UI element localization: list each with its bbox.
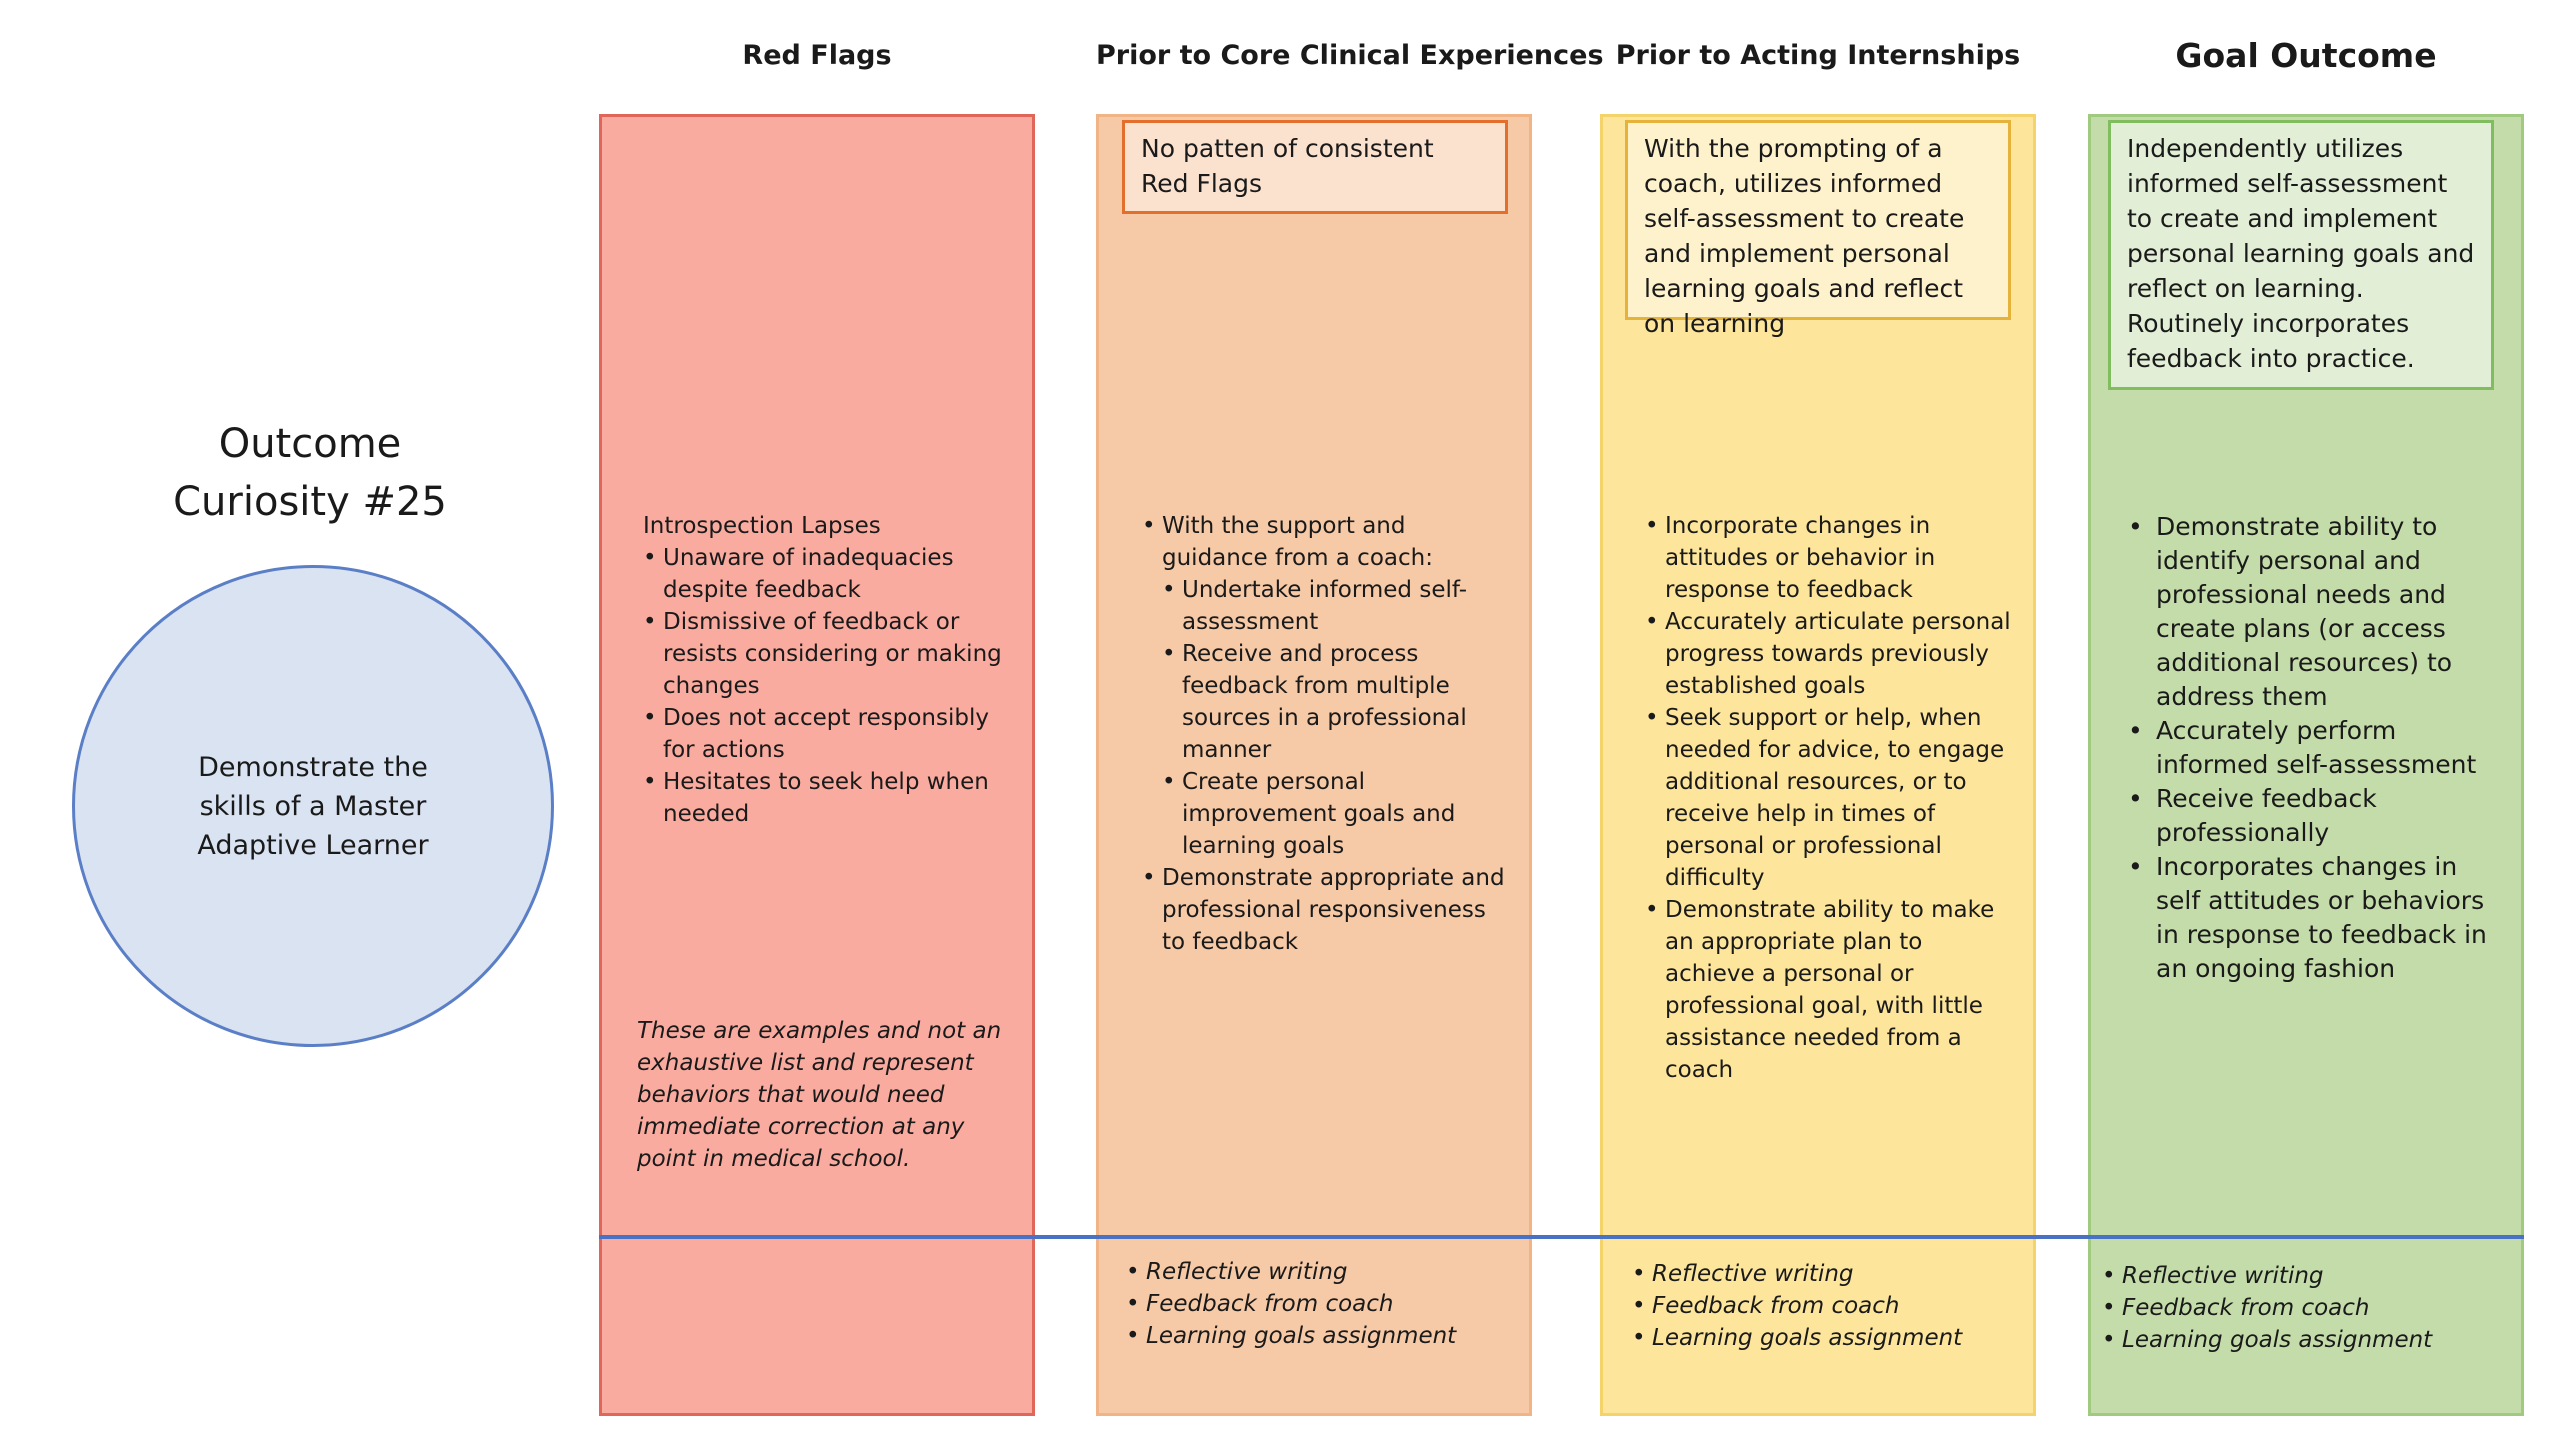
acting-assessments [1632, 1258, 2022, 1354]
outcome-title: Outcome Curiosity #25 [173, 421, 447, 525]
outcome-circle-text: Demonstrate the skills of a Master Adaptive Learner [197, 751, 429, 861]
list-item: • Accurately perform informed self-assessment [2128, 714, 2498, 782]
red-flags-heading: Introspection Lapses [643, 513, 881, 539]
red-flags-note: These are examples and not an exhaustive list and represent behaviors that would need immediate correction at any point in medical school. [637, 1018, 1002, 1172]
list-item: • Incorporate changes in attitudes or behavior in response to feedback [1645, 510, 2015, 606]
list-item: • Undertake informed self-assessment [1162, 574, 1512, 638]
red-flags-list [643, 510, 1013, 830]
list-item: • Receive and process feedback from multiple sources in a professional manner [1162, 638, 1512, 766]
list-item: • Feedback from coach [1126, 1288, 1516, 1320]
core-assessments [1126, 1256, 1516, 1352]
list-item: • Feedback from coach [1632, 1290, 2022, 1322]
list-item: • Seek support or help, when needed for advice, to engage additional resources, or to receive help in times of personal or professional difficulty [1645, 702, 2015, 894]
core-item-1: With the support and guidance from a coach: [1162, 513, 1433, 571]
header-core-clinical: Prior to Core Clinical Experiences [1096, 40, 1604, 71]
outcome-circle [72, 565, 554, 1047]
list-item: • Feedback from coach [2102, 1292, 2502, 1324]
list-item: • Accurately articulate personal progress towards previously established goals [1645, 606, 2015, 702]
list-item: • Learning goals assignment [1632, 1322, 2022, 1354]
list-item: • Reflective writing [1126, 1256, 1516, 1288]
acting-list [1645, 510, 2015, 1086]
goal-outcome-box: Independently utilizes informed self-assessment to create and implement personal learning goals and reflect on learning. Routinely incorporates feedback into practice. [2108, 120, 2494, 390]
assessment-divider [599, 1235, 2524, 1239]
list-item: • Reflective writing [2102, 1260, 2502, 1292]
list-item: • Dismissive of feedback or resists considering or making changes [643, 606, 1013, 702]
list-item: • Unaware of inadequacies despite feedback [643, 542, 1013, 606]
list-item: • Incorporates changes in self attitudes or behaviors in response to feedback in an ongoing fashion [2128, 850, 2498, 986]
list-item: • Learning goals assignment [2102, 1324, 2502, 1356]
list-item: • Demonstrate ability to identify personal and professional needs and create plans (or access additional resources) to address them [2128, 510, 2498, 714]
list-item: • Demonstrate appropriate and professional responsiveness to feedback [1142, 862, 1512, 958]
list-item: • Create personal improvement goals and learning goals [1162, 766, 1512, 862]
goal-outcome-list [2128, 510, 2498, 986]
header-goal-outcome: Goal Outcome [2175, 36, 2437, 75]
core-list [1142, 510, 1512, 958]
goal-outcome-assessments [2102, 1260, 2502, 1356]
list-item: • Demonstrate ability to make an appropriate plan to achieve a personal or professional goal, with little assistance needed from a coach [1645, 894, 2015, 1086]
core-goal-box: No patten of consistent Red Flags [1122, 120, 1508, 214]
list-item: • Hesitates to seek help when needed [643, 766, 1013, 830]
list-item: • Does not accept responsibly for actions [643, 702, 1013, 766]
header-red-flags: Red Flags [742, 40, 892, 71]
list-item: • Reflective writing [1632, 1258, 2022, 1290]
acting-goal-box: With the prompting of a coach, utilizes informed self-assessment to create and implement personal learning goals and reflect on learning [1625, 120, 2011, 320]
list-item: • Learning goals assignment [1126, 1320, 1516, 1352]
list-item: • Receive feedback professionally [2128, 782, 2498, 850]
header-acting-internships: Prior to Acting Internships [1615, 40, 2021, 71]
list-item [1142, 510, 1512, 862]
